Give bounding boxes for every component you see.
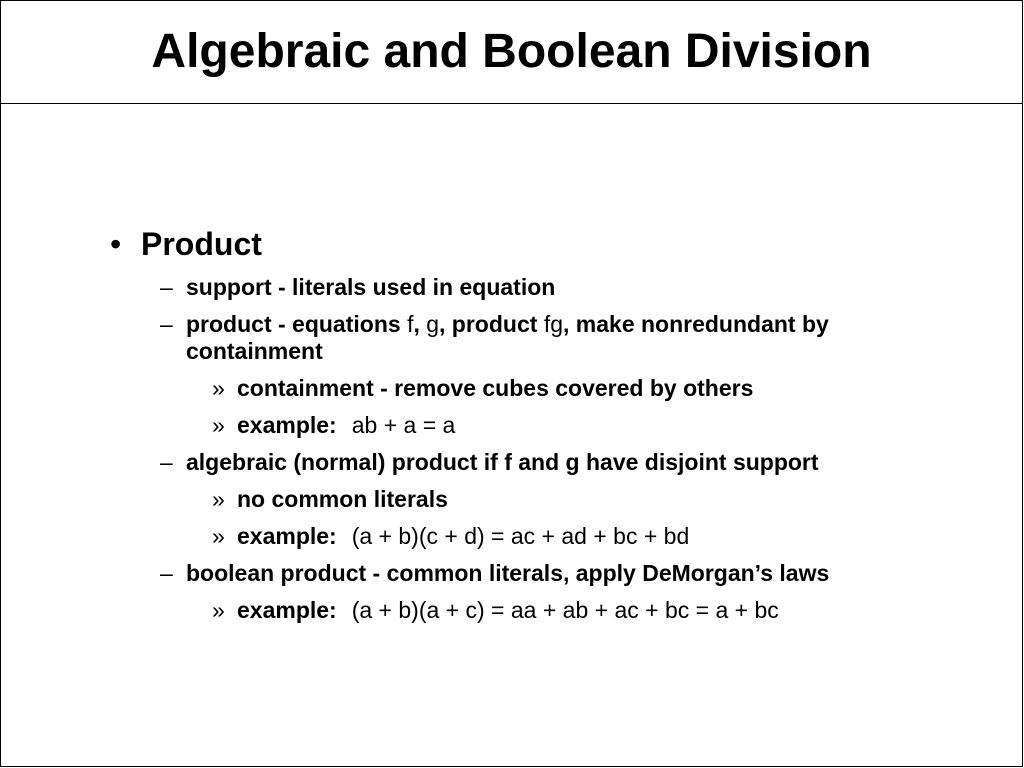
var-f: f bbox=[407, 311, 414, 337]
chevron-marker: » bbox=[212, 375, 225, 401]
bullet-marker: • bbox=[110, 226, 122, 262]
chevron-marker: » bbox=[212, 486, 225, 512]
example-label: example: bbox=[237, 523, 337, 549]
example-1-expression: ab + a = a bbox=[351, 412, 456, 438]
algebraic-text: algebraic (normal) product if f and g have disjoint support bbox=[186, 449, 819, 475]
product-equations-continuation: containment bbox=[186, 338, 323, 364]
dash-marker: – bbox=[160, 560, 173, 586]
example-2-text bbox=[237, 523, 689, 550]
chevron-marker: » bbox=[212, 412, 225, 438]
chevron-marker: » bbox=[212, 523, 225, 549]
var-g: g bbox=[426, 311, 440, 337]
containment-text: containment - remove cubes covered by others bbox=[237, 375, 754, 401]
no-common-text: no common literals bbox=[237, 486, 448, 512]
boolean-text: boolean product - common literals, apply DeMorgan’s laws bbox=[186, 560, 830, 586]
dash-marker: – bbox=[160, 449, 173, 475]
var-fg: fg bbox=[543, 311, 563, 337]
example-label: example: bbox=[237, 412, 337, 438]
chevron-marker: » bbox=[212, 597, 225, 623]
dash-marker: – bbox=[160, 311, 173, 337]
comma: , bbox=[413, 311, 427, 337]
product-equations-part2: , product bbox=[439, 311, 544, 337]
product-equations-text bbox=[186, 311, 829, 338]
example-1-text bbox=[237, 412, 455, 439]
product-equations-part1: product - equations bbox=[186, 311, 408, 337]
dash-marker: – bbox=[160, 274, 173, 300]
product-equations-part3: , make nonredundant by bbox=[563, 311, 829, 337]
support-text: support - literals used in equation bbox=[186, 274, 556, 300]
slide-title: Algebraic and Boolean Division bbox=[151, 24, 872, 78]
example-3-expression: (a + b)(a + c) = aa + ab + ac + bc = a + bc bbox=[351, 597, 779, 623]
example-3-text bbox=[237, 597, 779, 624]
example-2-expression: (a + b)(c + d) = ac + ad + bc + bd bbox=[351, 523, 690, 549]
example-label: example: bbox=[237, 597, 337, 623]
product-heading: Product bbox=[141, 226, 262, 262]
